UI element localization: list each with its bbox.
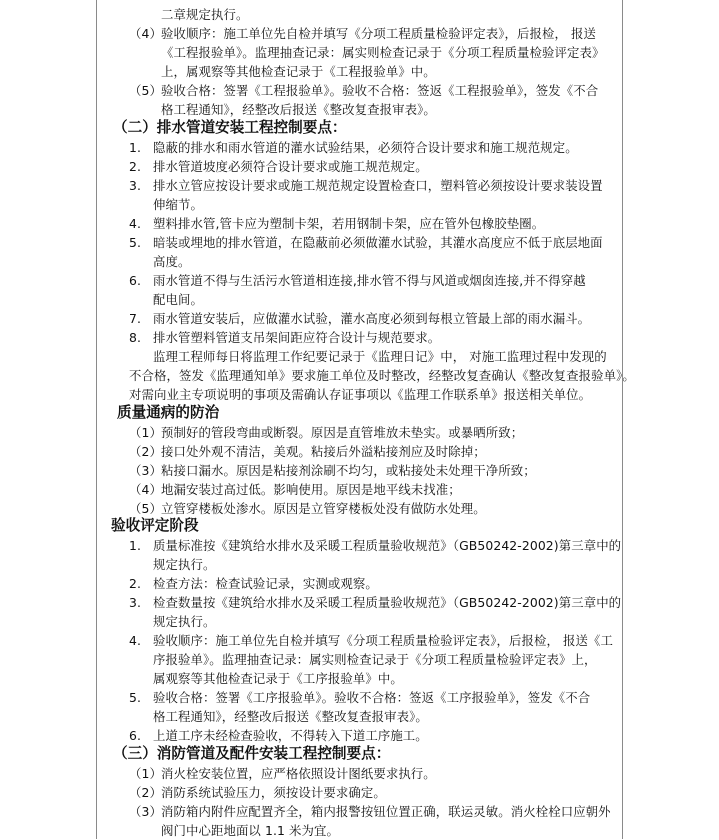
list-item-text: 消火栓安装位置，应严格依照设计图纸要求执行。 [161, 766, 436, 781]
list-item-text: 粘接口漏水。原因是粘接剂涂刷不均匀，或粘接处未处理干净所致； [161, 463, 536, 478]
list-item-text: 检查方法：检查试验记录，实测或观察。 [153, 576, 378, 591]
section-heading: （三）消防管道及配件安装工程控制要点： [113, 745, 391, 762]
list-item-number: （1） [129, 425, 162, 440]
list-item-number: 1. [129, 140, 142, 155]
list-item-number: 5. [129, 690, 142, 705]
list-item-text: 排水立管应按设计要求或施工规范规定设置检查口，塑料管必须按设计要求装设置 [153, 178, 603, 193]
list-item-number: 2. [129, 159, 142, 174]
list-item-number: （1） [129, 766, 162, 781]
list-item-text: 伸缩节。 [153, 197, 203, 212]
list-item-text: 消防箱内附件应配置齐全，箱内报警按钮位置正确，联运灵敏。消火栓栓口应朝外 [161, 804, 611, 819]
paragraph-line: 监理工程师每日将监理工作纪要记录于《监理日记》中， 对施工监理过程中发现的 [153, 349, 607, 364]
text-line: 格工程通知》，经整改后报送《整改复查报审表》。 [161, 102, 436, 117]
list-item-number: （5） [129, 501, 162, 516]
list-item-text: 高度。 [153, 254, 191, 269]
list-item-number: （4） [129, 26, 162, 41]
page-margin-line-right [622, 0, 623, 839]
list-item-text: 规定执行。 [153, 614, 216, 629]
list-item-text: 雨水管道安装后，应做灌水试验，灌水高度必须到每根立管最上部的雨水漏斗。 [153, 311, 591, 326]
list-item-text: 验收合格：签署《工序报验单》。验收不合格：签返《工序报验单》，签发《不合 [153, 690, 591, 705]
text-line: 验收顺序：施工单位先自检并填写《分项工程质量检验评定表》，后报检， 报送 [161, 26, 597, 41]
list-item-text: 质量标准按《建筑给水排水及采暖工程质量验收规范》（GB50242-2002)第三章中的 [153, 538, 622, 553]
list-item-number: 8. [129, 330, 142, 345]
list-item-text: 格工程通知》，经整改后报送《整改复查报审表》。 [153, 709, 428, 724]
list-item-number: （2） [129, 444, 162, 459]
list-item-number: 4. [129, 216, 142, 231]
text-line: 上，属观察等其他检查记录于《工程报验单》中。 [161, 64, 436, 79]
list-item-text: 属观察等其他检查记录于《工序报验单》中。 [153, 671, 403, 686]
list-item-text: 预制好的管段弯曲或断裂。原因是直管堆放未垫实。或暴晒所致； [161, 425, 524, 440]
text-line: 二章规定执行。 [161, 7, 249, 22]
list-item-text: 阀门中心距地面以 1.1 米为宜。 [161, 823, 339, 838]
list-item-text: 序报验单》。监理抽查记录：属实则检查记录于《分项工程质量检验评定表》上， [153, 652, 597, 667]
section-heading: （二）排水管道安装工程控制要点： [113, 119, 347, 136]
list-item-number: 7. [129, 311, 142, 326]
list-item-text: 塑料排水管,管卡应为塑制卡架，若用钢制卡架，应在管外包橡胶垫圈。 [153, 216, 545, 231]
list-item-number: （3） [129, 463, 162, 478]
section-heading: 质量通病的防治 [117, 404, 220, 421]
list-item-text: 接口处外观不清洁，美观。粘接后外溢粘接剂应及时除掉； [161, 444, 486, 459]
list-item-text: 雨水管道不得与生活污水管道相连接,排水管不得与风道或烟囱连接,并不得穿越 [153, 273, 586, 288]
list-item-number: （2） [129, 785, 162, 800]
list-item-text: 暗装或埋地的排水管道，在隐蔽前必须做灌水试验，其灌水高度应不低于底层地面 [153, 235, 603, 250]
page-margin-line-left [96, 0, 97, 839]
paragraph-line: 对需向业主专项说明的事项及需确认存证事项以《监理工作联系单》报送相关单位。 [129, 387, 592, 402]
list-item-number: 3. [129, 178, 142, 193]
paragraph-line: 不合格，签发《监理通知单》要求施工单位及时整改，经整改复查确认《整改复查报验单》。 [129, 368, 635, 383]
list-item-number: 2. [129, 576, 142, 591]
list-item-text: 验收顺序：施工单位先自检并填写《分项工程质量检验评定表》，后报检， 报送《工 [153, 633, 613, 648]
list-item-text: 配电间。 [153, 292, 203, 307]
list-item-text: 规定执行。 [153, 557, 216, 572]
text-line: 验收合格：签署《工程报验单》。验收不合格：签返《工程报验单》，签发《不合 [161, 83, 599, 98]
list-item-text: 隐蔽的排水和雨水管道的灌水试验结果，必须符合设计要求和施工规范规定。 [153, 140, 578, 155]
text-line: 《工程报验单》。监理抽查记录：属实则检查记录于《分项工程质量检验评定表》 [161, 45, 605, 60]
section-heading: 验收评定阶段 [111, 517, 199, 534]
list-item-text: 排水管塑料管道支吊架间距应符合设计与规范要求。 [153, 330, 441, 345]
list-item-number: 5. [129, 235, 142, 250]
list-item-text: 排水管道坡度必须符合设计要求或施工规范规定。 [153, 159, 428, 174]
list-item-number: （3） [129, 804, 162, 819]
list-item-number: （4） [129, 482, 162, 497]
list-item-number: 3. [129, 595, 142, 610]
list-item-text: 上道工序未经检查验收，不得转入下道工序施工。 [153, 728, 428, 743]
list-item-text: 消防系统试验压力，须按设计要求确定。 [161, 785, 386, 800]
list-item-number: （5） [129, 83, 162, 98]
list-item-number: 1. [129, 538, 142, 553]
list-item-number: 6. [129, 728, 142, 743]
list-item-number: 4. [129, 633, 142, 648]
list-item-text: 地漏安装过高过低。影响使用。原因是地平线未找准； [161, 482, 461, 497]
list-item-text: 立管穿楼板处渗水。原因是立管穿楼板处没有做防水处理。 [161, 501, 486, 516]
list-item-number: 6. [129, 273, 142, 288]
list-item-text: 检查数量按《建筑给水排水及采暖工程质量验收规范》（GB50242-2002)第三章中的 [153, 595, 622, 610]
